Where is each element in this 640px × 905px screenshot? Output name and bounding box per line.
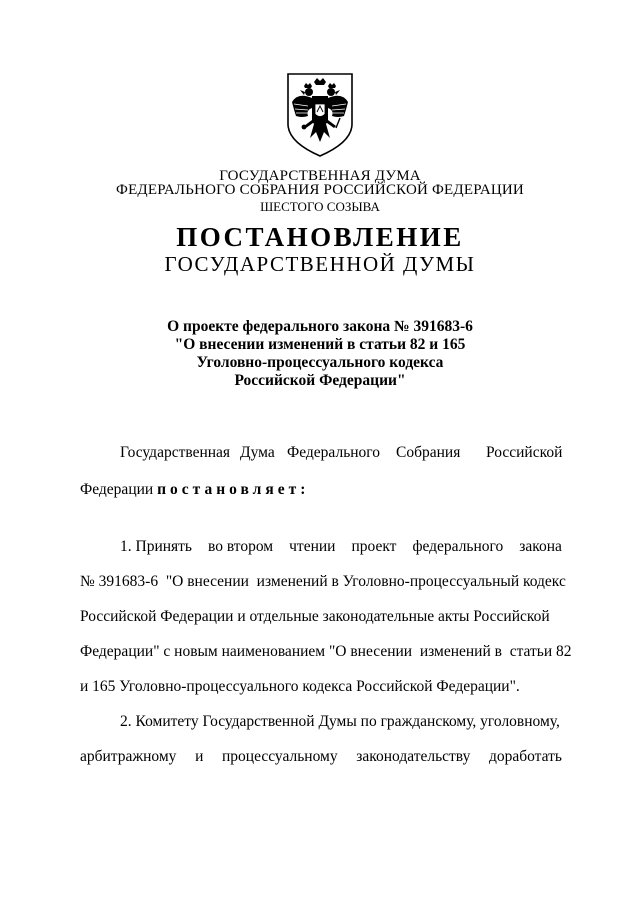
item2-word: процессуальному [222, 748, 338, 765]
preamble-word: Государственная [120, 444, 231, 461]
preamble-federation: Федерации [80, 481, 158, 498]
item1-word: чтении [289, 538, 336, 555]
item1-line-5: и 165 Уголовно-процессуального кодекса Российской Федерации". [80, 678, 520, 695]
document-subtitle: ГОСУДАРСТВЕННОЙ ДУМЫ [164, 252, 476, 276]
coat-of-arms-icon [284, 72, 356, 158]
item1-line-1 [120, 538, 562, 556]
item1-word: закона [519, 538, 562, 555]
preamble-word: Федерального [287, 444, 381, 461]
preamble-line-2 [80, 481, 309, 499]
item2-word: и [195, 748, 204, 765]
document-title: ПОСТАНОВЛЕНИЕ [176, 222, 464, 252]
subject-line-4: Российской Федерации" [234, 372, 406, 389]
subject-line-3: Уголовно-процессуального кодекса [196, 354, 444, 371]
header-assembly: ФЕДЕРАЛЬНОГО СОБРАНИЯ РОССИЙСКОЙ ФЕДЕРАЦИИ [116, 182, 524, 198]
item2-line-2 [80, 748, 562, 766]
header-convocation: ШЕСТОГО СОЗЫВА [260, 199, 380, 214]
item1-word: федерального [412, 538, 504, 555]
preamble-word: Дума [240, 444, 275, 461]
item1-line-4: Федерации" с новым наименованием "О внесении изменений в статьи 82 [80, 643, 572, 660]
subject-line-2: "О внесении изменений в статьи 82 и 165 [174, 336, 466, 353]
header-chamber: ГОСУДАРСТВЕННАЯ ДУМА [219, 168, 421, 184]
item2-word: законодательству [356, 748, 471, 765]
item2-word: арбитражному [80, 748, 177, 765]
item1-line-2: № 391683-6 "О внесении изменений в Уголовно-процессуальный кодекс [80, 573, 566, 590]
subject-line-1: О проекте федерального закона № 391683-6 [167, 318, 473, 335]
item1-word: проект [351, 538, 397, 555]
preamble-word: Российской [486, 444, 563, 461]
preamble-word: Собрания [396, 444, 461, 461]
item1-line-3: Российской Федерации и отдельные законодательные акты Российской [80, 608, 550, 625]
item2-line-1: 2. Комитету Государственной Думы по гражданскому, уголовному, [120, 713, 560, 730]
item1-word: 1. Принять [120, 538, 193, 555]
resolves-word: постановляет: [157, 481, 310, 498]
item2-word: доработать [488, 748, 562, 765]
item1-word: во втором [208, 538, 274, 555]
